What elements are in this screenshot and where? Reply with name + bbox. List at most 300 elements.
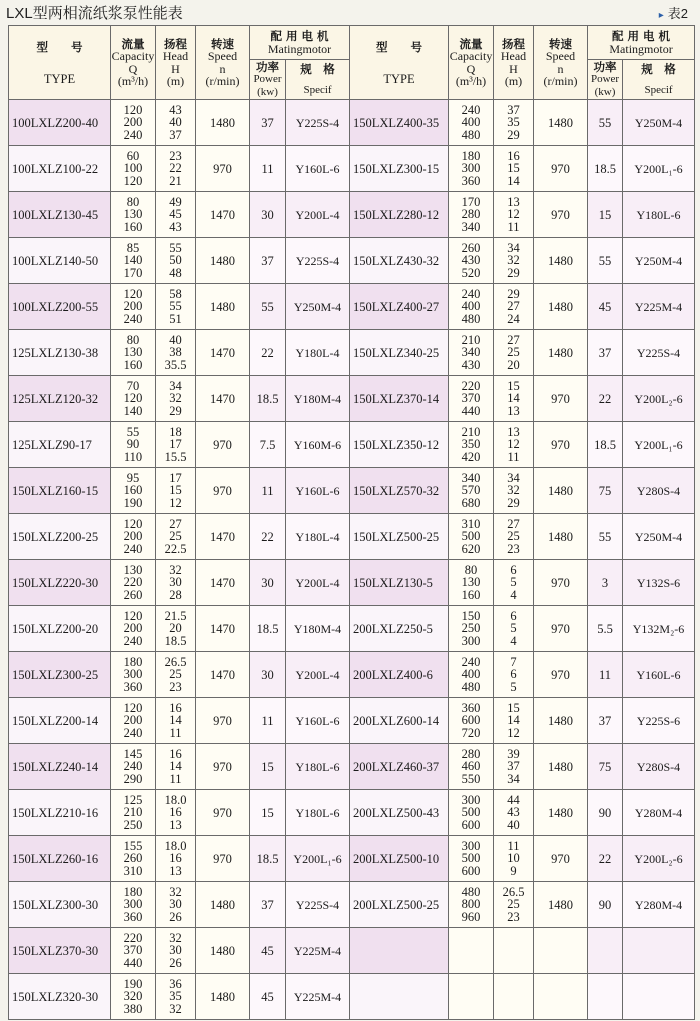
type-cell: 150LXLZ240-14	[9, 744, 111, 790]
spec-cell: Y250M-4	[623, 100, 695, 146]
power-cell: 90	[588, 790, 623, 836]
spec-cell: Y225S-4	[286, 882, 350, 928]
power-cell: 45	[250, 974, 286, 1020]
type-cell: 200LXLZ500-43	[350, 790, 449, 836]
speed-cell: 970	[196, 790, 250, 836]
power-cell: 37	[588, 698, 623, 744]
capacity-cell-value: 360	[461, 173, 481, 188]
type-cell: 150LXLZ280-12	[350, 192, 449, 238]
head-cell	[494, 560, 534, 606]
capacity-cell	[111, 744, 156, 790]
speed-cell: 1480	[534, 468, 588, 514]
head-cell-value: 6	[510, 667, 517, 682]
capacity-cell	[449, 146, 494, 192]
type-cell: 150LXLZ340-25	[350, 330, 449, 376]
capacity-cell-value: 600	[461, 713, 481, 728]
head-cell-value: 40	[169, 115, 182, 130]
head-cell-value: 38	[169, 345, 182, 360]
capacity-cell	[111, 468, 156, 514]
capacity-cell-value: 370	[461, 391, 481, 406]
speed-cell: 1470	[196, 376, 250, 422]
speed-cell: 1480	[534, 882, 588, 928]
head-cell-value: 29	[169, 403, 182, 418]
head-cell-value: 4	[510, 633, 517, 648]
power-cell: 22	[588, 836, 623, 882]
head-cell-value: 5	[510, 621, 517, 636]
spec-cell: Y160L-6	[623, 652, 695, 698]
type-cell: 150LXLZ200-20	[9, 606, 111, 652]
head-cell-value: 26	[169, 909, 182, 924]
head-cell	[156, 928, 196, 974]
power-cell: 5.5	[588, 606, 623, 652]
power-cell: 22	[250, 514, 286, 560]
table-header	[9, 26, 695, 100]
capacity-cell	[111, 652, 156, 698]
type-cell: 100LXLZ100-22	[9, 146, 111, 192]
head-cell-value: 55	[169, 299, 182, 314]
speed-cell: 970	[196, 744, 250, 790]
capacity-cell-value: 120	[123, 173, 143, 188]
speed-cell: 1470	[196, 560, 250, 606]
head-cell	[494, 974, 534, 1020]
head-cell	[156, 790, 196, 836]
head-cell	[494, 422, 534, 468]
capacity-cell-value: 130	[123, 207, 143, 222]
head-cell-value: 34	[507, 240, 520, 255]
type-cell: 125LXLZ120-32	[9, 376, 111, 422]
head-cell-value: 26	[169, 955, 182, 970]
capacity-cell-value: 300	[461, 633, 481, 648]
type-cell: 200LXLZ460-37	[350, 744, 449, 790]
capacity-cell	[111, 606, 156, 652]
capacity-cell-value: 130	[461, 575, 481, 590]
spec-cell: Y225S-6	[623, 698, 695, 744]
speed-cell: 970	[534, 422, 588, 468]
head-cell	[494, 514, 534, 560]
power-cell: 30	[250, 192, 286, 238]
type-cell: 100LXLZ140-50	[9, 238, 111, 284]
capacity-cell-value: 170	[123, 265, 143, 280]
capacity-cell	[449, 836, 494, 882]
head-cell-value: 15	[169, 483, 182, 498]
table-row	[9, 560, 695, 606]
head-cell-value: 29	[507, 265, 520, 280]
capacity-cell-value: 120	[123, 286, 143, 301]
head-cell-value: 13	[169, 863, 182, 878]
power-cell: 37	[250, 238, 286, 284]
table-row	[9, 836, 695, 882]
head-cell-value: 25	[507, 897, 520, 912]
table-row	[9, 790, 695, 836]
spec-cell: Y160L-6	[286, 146, 350, 192]
spec-cell: Y225S-4	[286, 238, 350, 284]
capacity-cell-value: 420	[461, 449, 481, 464]
head-cell-value: 6	[510, 608, 517, 623]
col-type: 型 号 TYPE	[9, 26, 111, 100]
speed-cell: 970	[534, 606, 588, 652]
capacity-cell-value: 60	[126, 148, 140, 163]
capacity-cell-value: 340	[461, 219, 481, 234]
capacity-cell-value: 720	[461, 725, 481, 740]
spec-cell: Y225M-4	[286, 928, 350, 974]
head-cell-value: 39	[507, 746, 520, 761]
capacity-cell	[449, 882, 494, 928]
capacity-cell-value: 480	[461, 127, 481, 142]
capacity-cell-value: 500	[461, 529, 481, 544]
head-cell-value: 11	[507, 219, 520, 234]
power-cell: 45	[250, 928, 286, 974]
capacity-cell-value: 350	[461, 437, 481, 452]
type-cell: 150LXLZ260-16	[9, 836, 111, 882]
spec-cell: Y250M-4	[286, 284, 350, 330]
head-cell-value: 24	[507, 311, 520, 326]
type-cell: 125LXLZ130-38	[9, 330, 111, 376]
head-cell-value: 37	[507, 759, 520, 774]
capacity-cell-value: 300	[461, 838, 481, 853]
spec-cell: Y180M-4	[286, 606, 350, 652]
type-cell: 150LXLZ350-12	[350, 422, 449, 468]
speed-cell: 970	[534, 560, 588, 606]
capacity-cell	[449, 606, 494, 652]
head-cell-value: 23	[169, 148, 182, 163]
capacity-cell-value: 150	[461, 608, 481, 623]
type-cell: 150LXLZ210-16	[9, 790, 111, 836]
speed-cell: 1480	[196, 882, 250, 928]
capacity-cell-value: 210	[461, 332, 481, 347]
table-body	[9, 100, 695, 1020]
spec-cell: Y250M-4	[623, 514, 695, 560]
capacity-cell	[111, 836, 156, 882]
spec-cell: Y250M-4	[623, 238, 695, 284]
power-cell: 11	[250, 146, 286, 192]
head-cell	[494, 652, 534, 698]
speed-cell: 1480	[534, 238, 588, 284]
capacity-cell	[449, 974, 494, 1020]
power-cell: 37	[588, 330, 623, 376]
col-power-2: 功率 Power (kw)	[588, 60, 623, 100]
capacity-cell-value: 160	[123, 483, 143, 498]
head-cell-value: 25	[169, 667, 182, 682]
head-cell-value: 29	[507, 495, 520, 510]
head-cell-value: 18	[169, 424, 182, 439]
capacity-cell	[111, 100, 156, 146]
capacity-cell-value: 400	[461, 667, 481, 682]
head-cell-value: 11	[507, 838, 520, 853]
capacity-cell	[111, 330, 156, 376]
head-cell-value: 32	[507, 483, 520, 498]
capacity-cell-value: 500	[461, 851, 481, 866]
spec-cell: Y132S-6	[623, 560, 695, 606]
capacity-cell-value: 430	[461, 253, 481, 268]
spec-cell: Y180L-6	[623, 192, 695, 238]
head-cell	[494, 330, 534, 376]
head-cell-value: 32	[169, 884, 182, 899]
head-cell-value: 30	[169, 897, 182, 912]
speed-cell	[534, 974, 588, 1020]
capacity-cell-value: 240	[123, 725, 143, 740]
head-cell-value: 48	[169, 265, 182, 280]
capacity-cell	[111, 698, 156, 744]
col-spec-2: 规 格 Specif	[623, 60, 695, 100]
head-cell	[494, 928, 534, 974]
head-cell-value: 32	[507, 253, 520, 268]
power-cell: 55	[588, 514, 623, 560]
capacity-cell-value: 240	[123, 127, 143, 142]
speed-cell: 1470	[196, 606, 250, 652]
spec-cell: Y200L-4	[286, 192, 350, 238]
capacity-cell-value: 240	[461, 102, 481, 117]
speed-cell: 970	[534, 652, 588, 698]
spec-cell: Y225S-4	[623, 330, 695, 376]
col-head: 扬程 Head H (m)	[156, 26, 196, 100]
head-cell	[494, 376, 534, 422]
table-row	[9, 146, 695, 192]
capacity-cell-value: 600	[461, 863, 481, 878]
type-cell: 100LXLZ130-45	[9, 192, 111, 238]
head-cell	[156, 146, 196, 192]
capacity-cell-value: 360	[461, 700, 481, 715]
type-cell: 150LXLZ430-32	[350, 238, 449, 284]
power-cell: 18.5	[250, 836, 286, 882]
head-cell-value: 51	[169, 311, 182, 326]
col-motor: 配 用 电 机 Matingmotor	[250, 26, 350, 60]
capacity-cell-value: 960	[461, 909, 481, 924]
spec-cell: Y200L-4	[286, 652, 350, 698]
power-cell: 55	[588, 100, 623, 146]
spec-cell: Y180L-4	[286, 514, 350, 560]
head-cell-value: 35	[169, 989, 182, 1004]
capacity-cell-value: 130	[123, 562, 143, 577]
head-cell	[156, 330, 196, 376]
col-capacity: 流量 Capacity Q (m³/h)	[111, 26, 156, 100]
capacity-cell-value: 260	[123, 587, 143, 602]
capacity-cell-value: 110	[123, 449, 143, 464]
head-cell-value: 22	[169, 161, 182, 176]
head-cell-value: 43	[507, 805, 520, 820]
head-cell-value: 25	[169, 529, 182, 544]
type-cell: 150LXLZ570-32	[350, 468, 449, 514]
capacity-cell	[111, 514, 156, 560]
head-cell	[156, 882, 196, 928]
capacity-cell	[111, 928, 156, 974]
power-cell: 37	[250, 100, 286, 146]
type-cell: 150LXLZ370-30	[9, 928, 111, 974]
head-cell-value: 25	[507, 345, 520, 360]
head-cell-value: 16	[169, 851, 182, 866]
capacity-cell-value: 310	[461, 516, 481, 531]
spec-cell: Y180L-6	[286, 790, 350, 836]
power-cell: 55	[588, 238, 623, 284]
spec-cell: Y280S-4	[623, 468, 695, 514]
type-cell: 150LXLZ300-15	[350, 146, 449, 192]
table-row	[9, 376, 695, 422]
capacity-cell-value: 220	[123, 575, 143, 590]
head-cell-value: 12	[507, 207, 520, 222]
type-cell: 150LXLZ200-25	[9, 514, 111, 560]
spec-cell: Y180L-4	[286, 330, 350, 376]
speed-cell: 1470	[196, 652, 250, 698]
capacity-cell-value: 400	[461, 299, 481, 314]
head-cell-value: 14	[507, 713, 520, 728]
type-cell: 150LXLZ300-25	[9, 652, 111, 698]
capacity-cell-value: 120	[123, 516, 143, 531]
spec-cell	[623, 928, 695, 974]
capacity-cell-value: 440	[123, 955, 143, 970]
head-cell-value: 15	[507, 700, 520, 715]
head-cell	[156, 422, 196, 468]
head-cell-value: 12	[169, 495, 182, 510]
head-cell-value: 16	[507, 148, 520, 163]
head-cell-value: 50	[169, 253, 182, 268]
type-cell: 150LXLZ220-30	[9, 560, 111, 606]
col-speed-2: 转速 Speed n (r/min)	[534, 26, 588, 100]
arrow-right-icon: ▸	[658, 10, 664, 21]
head-cell-value: 43	[169, 102, 182, 117]
head-cell-value: 30	[169, 943, 182, 958]
speed-cell: 970	[196, 422, 250, 468]
head-cell-value: 13	[507, 424, 520, 439]
head-cell	[494, 790, 534, 836]
capacity-cell-value: 80	[126, 332, 140, 347]
head-cell-value: 12	[507, 725, 520, 740]
spec-cell: Y200L₁-6	[623, 422, 695, 468]
speed-cell: 970	[196, 836, 250, 882]
head-cell	[494, 698, 534, 744]
capacity-cell-value: 125	[123, 792, 143, 807]
power-cell: 15	[250, 790, 286, 836]
head-cell-value: 35.5	[164, 357, 187, 372]
speed-cell: 1480	[196, 928, 250, 974]
capacity-cell-value: 250	[123, 817, 143, 832]
capacity-cell	[111, 238, 156, 284]
head-cell	[494, 836, 534, 882]
speed-cell: 1470	[196, 330, 250, 376]
head-cell-value: 27	[507, 299, 520, 314]
table-row	[9, 606, 695, 652]
capacity-cell-value: 240	[461, 286, 481, 301]
capacity-cell-value: 260	[461, 240, 481, 255]
capacity-cell-value: 680	[461, 495, 481, 510]
capacity-cell-value: 300	[461, 792, 481, 807]
head-cell-value: 32	[169, 391, 182, 406]
capacity-cell-value: 95	[126, 470, 140, 485]
spec-cell: Y132M₂-6	[623, 606, 695, 652]
power-cell: 75	[588, 468, 623, 514]
speed-cell: 1480	[196, 974, 250, 1020]
head-cell-value: 20	[169, 621, 182, 636]
speed-cell: 970	[534, 192, 588, 238]
capacity-cell-value: 155	[123, 838, 143, 853]
power-cell	[588, 928, 623, 974]
head-cell-value: 20	[507, 357, 520, 372]
type-cell: 150LXLZ200-14	[9, 698, 111, 744]
power-cell: 18.5	[588, 422, 623, 468]
head-cell	[494, 882, 534, 928]
spec-cell	[623, 974, 695, 1020]
head-cell-value: 23	[507, 541, 520, 556]
capacity-cell-value: 320	[123, 989, 143, 1004]
capacity-cell-value: 340	[461, 470, 481, 485]
power-cell: 75	[588, 744, 623, 790]
head-cell-value: 14	[507, 173, 520, 188]
title-bar	[0, 0, 700, 22]
capacity-cell-value: 300	[123, 897, 143, 912]
head-cell-value: 14	[169, 713, 182, 728]
head-cell	[494, 284, 534, 330]
capacity-cell	[111, 146, 156, 192]
head-cell-value: 26.5	[502, 884, 525, 899]
capacity-cell-value: 440	[461, 403, 481, 418]
table-row	[9, 330, 695, 376]
capacity-cell-value: 600	[461, 817, 481, 832]
head-cell-value: 15.5	[164, 449, 187, 464]
head-cell-value: 55	[169, 240, 182, 255]
head-cell-value: 4	[510, 587, 517, 602]
spec-cell: Y280M-4	[623, 790, 695, 836]
capacity-cell-value: 340	[461, 345, 481, 360]
capacity-cell-value: 220	[123, 930, 143, 945]
type-cell: 150LXLZ400-35	[350, 100, 449, 146]
capacity-cell-value: 120	[123, 608, 143, 623]
spec-cell: Y180L-6	[286, 744, 350, 790]
head-cell	[494, 238, 534, 284]
type-cell: 150LXLZ500-25	[350, 514, 449, 560]
speed-cell: 1480	[534, 698, 588, 744]
col-motor-2: 配 用 电 机 Matingmotor	[588, 26, 695, 60]
capacity-cell-value: 480	[461, 311, 481, 326]
head-cell-value: 26.5	[164, 654, 187, 669]
power-cell: 37	[250, 882, 286, 928]
capacity-cell-value: 200	[123, 621, 143, 636]
capacity-cell-value: 240	[123, 633, 143, 648]
capacity-cell-value: 190	[123, 495, 143, 510]
capacity-cell-value: 140	[123, 403, 143, 418]
head-cell-value: 11	[169, 725, 182, 740]
head-cell-value: 44	[507, 792, 520, 807]
capacity-cell-value: 280	[461, 746, 481, 761]
capacity-cell-value: 170	[461, 194, 481, 209]
capacity-cell-value: 360	[123, 909, 143, 924]
capacity-cell	[449, 652, 494, 698]
head-cell-value: 27	[169, 516, 182, 531]
spec-cell: Y160M-6	[286, 422, 350, 468]
capacity-cell-value: 360	[123, 679, 143, 694]
head-cell-value: 11	[169, 771, 182, 786]
spec-cell: Y200L₂-6	[623, 376, 695, 422]
head-cell	[156, 192, 196, 238]
speed-cell: 1480	[196, 238, 250, 284]
spec-cell: Y225M-4	[623, 284, 695, 330]
head-cell-value: 40	[169, 332, 182, 347]
capacity-cell-value: 210	[123, 805, 143, 820]
spec-cell: Y200L₁-6	[286, 836, 350, 882]
speed-cell: 1480	[534, 100, 588, 146]
capacity-cell	[111, 560, 156, 606]
speed-cell: 1480	[534, 330, 588, 376]
head-cell-value: 34	[169, 378, 182, 393]
capacity-cell	[449, 698, 494, 744]
head-cell	[156, 376, 196, 422]
capacity-cell	[449, 744, 494, 790]
head-cell-value: 32	[169, 562, 182, 577]
head-cell-value: 36	[169, 976, 182, 991]
capacity-cell-value: 120	[123, 102, 143, 117]
capacity-cell-value: 80	[464, 562, 478, 577]
head-cell	[156, 238, 196, 284]
head-cell-value: 18.0	[164, 792, 187, 807]
power-cell: 18.5	[250, 376, 286, 422]
speed-cell: 1480	[196, 100, 250, 146]
